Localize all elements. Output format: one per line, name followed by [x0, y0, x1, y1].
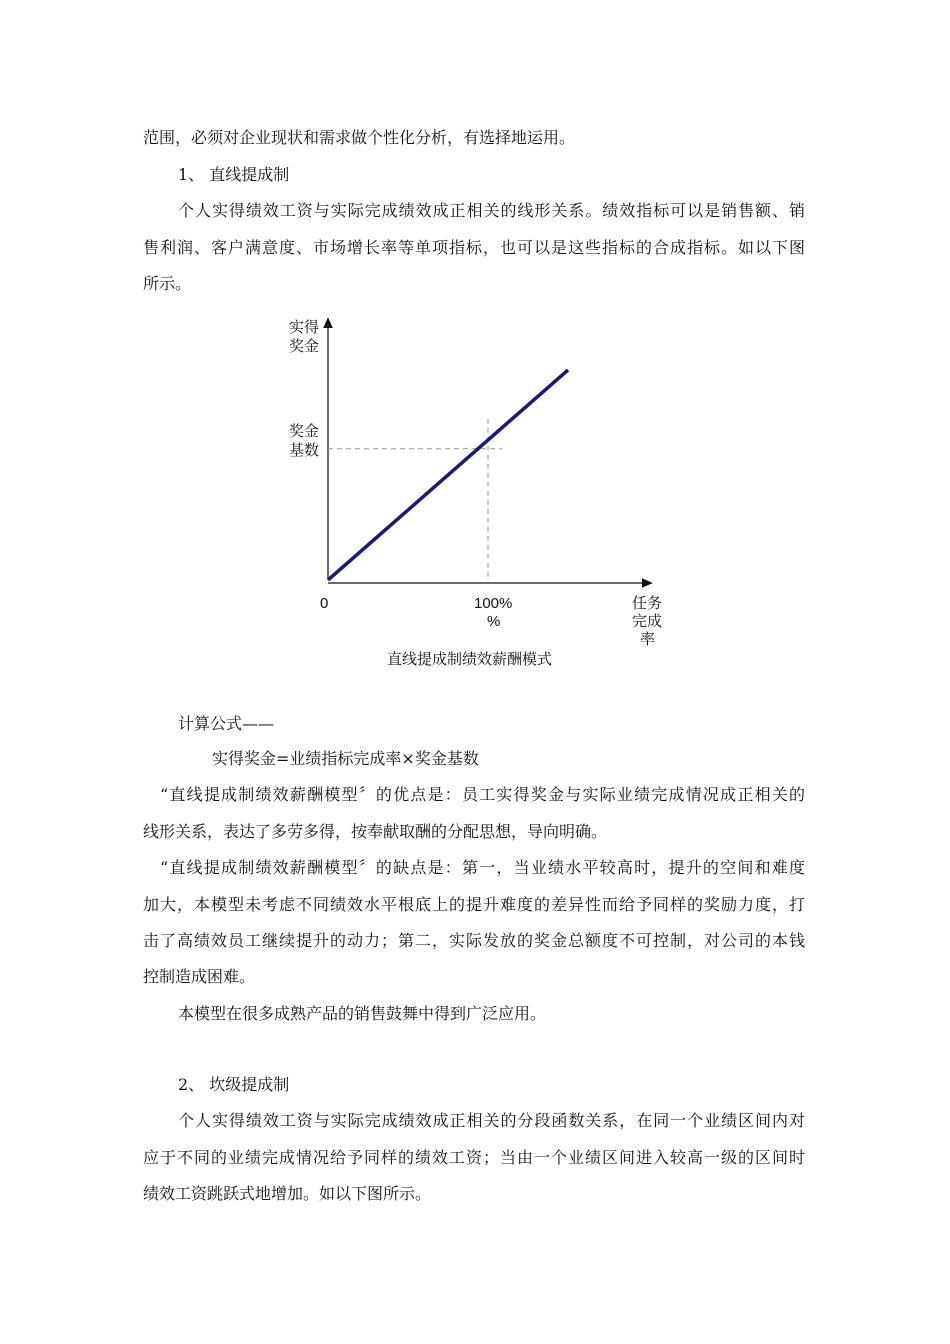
- reference-x-label: 100%: [474, 595, 513, 612]
- y-axis-label: 奖金: [289, 338, 320, 355]
- disadvantages-line: 加大，本模型未考虑不同绩效水平根底上的提升难度的差异性而给予同样的奖励力度，打: [143, 895, 805, 914]
- section1-paragraph-line: 所示。: [143, 274, 192, 293]
- formula-label: 计算公式——: [178, 714, 275, 733]
- section1-paragraph-line: 售利润、客户满意度、市场增长率等单项指标，也可以是这些指标的合成指标。如以下图: [143, 238, 805, 257]
- linear-commission-chart: [270, 310, 690, 660]
- chart-title: 直线提成制绩效薪酬模式: [387, 651, 553, 668]
- disadvantages-line: 击了高绩效员工继续提升的动力；第二，实际发放的奖金总额度不可控制，对公司的本钱: [143, 931, 805, 950]
- series-line: [328, 370, 568, 580]
- section2-paragraph-line: 应于不同的业绩完成情况给予同样的绩效工资；当由一个业绩区间进入较高一级的区间时: [143, 1148, 805, 1167]
- x-axis-label: 率: [640, 631, 656, 648]
- origin-label: 0: [320, 595, 329, 612]
- disadvantages-line: 控制造成困难。: [143, 967, 256, 986]
- reference-x-label: %: [487, 613, 501, 630]
- advantages-line: 线形关系，表达了多劳多得，按奉献取酬的分配思想，导向明确。: [143, 822, 608, 841]
- reference-y-label: 奖金: [289, 423, 320, 440]
- section1-heading: 1、 直线提成制: [178, 165, 290, 184]
- y-axis-label: 实得: [289, 319, 320, 336]
- application-line: 本模型在很多成熟产品的销售鼓舞中得到广泛应用。: [178, 1004, 547, 1023]
- advantages-line: “直线提成制绩效薪酬模型〞的优点是：员工实得奖金与实际业绩完成情况成正相关的: [160, 785, 805, 804]
- section2-heading: 2、 坎级提成制: [178, 1075, 290, 1094]
- section2-paragraph-line: 绩效工资跳跃式地增加。如以下图所示。: [143, 1184, 432, 1203]
- section1-paragraph-line: 个人实得绩效工资与实际完成绩效成正相关的线形关系。绩效指标可以是销售额、销: [178, 201, 805, 220]
- disadvantages-line: “直线提成制绩效薪酬模型〞的缺点是：第一，当业绩水平较高时，提升的空间和难度: [160, 858, 805, 877]
- formula-expression: 实得奖金=业绩指标完成率×奖金基数: [212, 749, 479, 768]
- intro-line: 范围，必须对企业现状和需求做个性化分析，有选择地运用。: [143, 128, 576, 147]
- x-axis-label: 任务: [632, 595, 663, 612]
- reference-y-label: 基数: [289, 442, 320, 459]
- x-axis-label: 完成: [632, 613, 663, 630]
- section2-paragraph-line: 个人实得绩效工资与实际完成绩效成正相关的分段函数关系，在同一个业绩区间内对: [178, 1111, 805, 1130]
